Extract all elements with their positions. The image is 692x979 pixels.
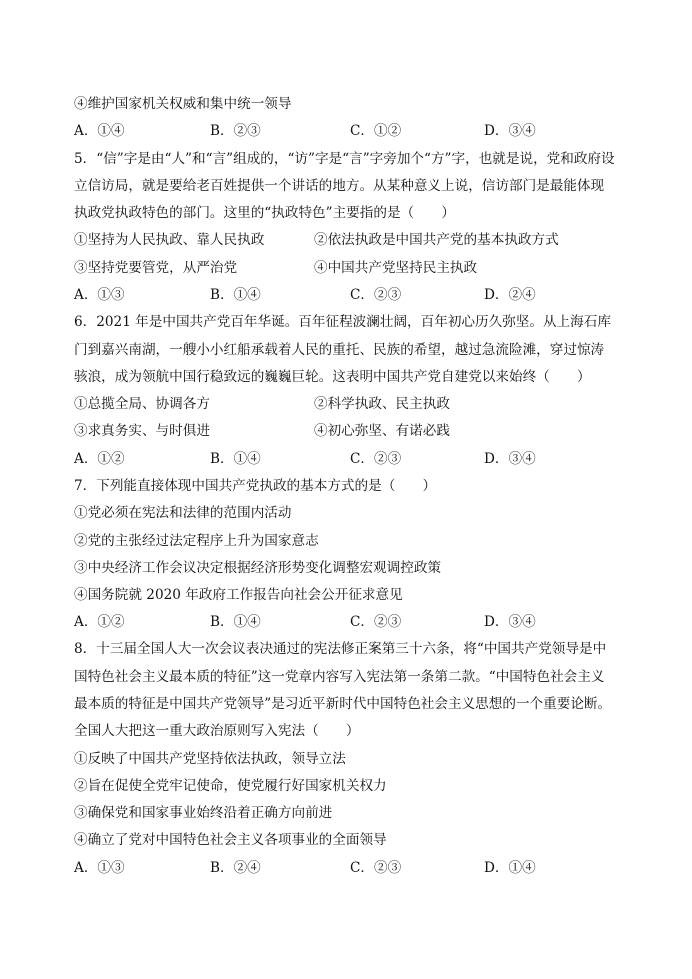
- q6-option-1: ①总揽全局、协调各方: [74, 396, 210, 412]
- answer-a: A．①③: [74, 860, 125, 876]
- answer-d: D．③④: [484, 614, 536, 630]
- answer-d: D．③④: [484, 451, 536, 467]
- answer-b: B．②③: [210, 123, 261, 139]
- q5-option-4: ④中国共产党坚持民主执政: [314, 260, 478, 276]
- q5-option-2: ②依法执政是中国共产党的基本执政方式: [314, 232, 559, 248]
- answer-a: A．①③: [74, 287, 125, 303]
- answer-b: B．①④: [210, 614, 261, 630]
- q8-stem-line-2: 国特色社会主义最本质的特征”这一党章内容写入宪法第一条第二款。“中国特色社会主义: [74, 669, 605, 685]
- answer-c: C．②③: [350, 287, 402, 303]
- answer-b: B．①④: [210, 287, 261, 303]
- q6-option-4: ④初心弥坚、有诺必践: [314, 423, 450, 439]
- q8-stem-line-4: 全国人大把这一重大政治原则写入宪法（ ）: [74, 723, 360, 739]
- q5-option-3: ③坚持党要管党，从严治党: [74, 260, 238, 276]
- answer-b: B．②④: [210, 860, 261, 876]
- q6-stem-line-3: 骇浪，成为领航中国行稳致远的巍巍巨轮。这表明中国共产党自建党以来始终（ ）: [74, 369, 591, 385]
- q7-option-3: ③中央经济工作会议决定根据经济形势变化调整宏观调控政策: [74, 560, 442, 576]
- q7-option-1: ①党必须在宪法和法律的范围内活动: [74, 505, 292, 521]
- q8-stem-line-1: 8．十三届全国人大一次会议表决通过的宪法修正案第三十六条，将“中国共产党领导是中: [74, 641, 607, 657]
- answer-c: C．②③: [350, 451, 402, 467]
- q6-option-3: ③求真务实、与时俱进: [74, 423, 210, 439]
- q8-option-3: ③确保党和国家事业始终沿着正确方向前进: [74, 805, 333, 821]
- q5-option-1: ①坚持为人民执政、靠人民执政: [74, 232, 265, 248]
- q7-option-2: ②党的主张经过法定程序上升为国家意志: [74, 533, 319, 549]
- q8-option-1: ①反映了中国共产党坚持依法执政，领导立法: [74, 751, 346, 767]
- answer-c: C．②③: [350, 860, 402, 876]
- answer-b: B．①④: [210, 451, 261, 467]
- q7-option-4: ④国务院就 2020 年政府工作报告向社会公开征求意见: [74, 587, 403, 603]
- prev-question-option-4: ④维护国家机关权威和集中统一领导: [74, 96, 292, 112]
- answer-c: C．②③: [350, 614, 402, 630]
- q7-stem-line-1: 7．下列能直接体现中国共产党执政的基本方式的是（ ）: [74, 478, 437, 494]
- q6-option-2: ②科学执政、民主执政: [314, 396, 450, 412]
- q8-stem-line-3: 最本质的特征是中国共产党领导”是习近平新时代中国特色社会主义思想的一个重要论断。: [74, 696, 612, 712]
- answer-d: D．②④: [484, 287, 536, 303]
- answer-d: D．③④: [484, 123, 536, 139]
- q6-stem-line-2: 门到嘉兴南湖，一艘小小红船承载着人民的重托、民族的希望，越过急流险滩，穿过惊涛: [74, 342, 605, 358]
- q5-stem-line-3: 执政党执政特色的部门。这里的“执政特色”主要指的是（ ）: [74, 205, 455, 221]
- q5-stem-line-1: 5．“信”字是由“人”和“言”组成的，“访”字是“言”字旁加个“方”字，也就是说，党和政府设: [74, 151, 615, 167]
- answer-c: C．①②: [350, 123, 402, 139]
- q5-stem-line-2: 立信访局，就是要给老百姓提供一个讲话的地方。从某种意义上说，信访部门是最能体现: [74, 178, 605, 194]
- answer-a: A．①②: [74, 451, 125, 467]
- q8-option-2: ②旨在促使全党牢记使命，使党履行好国家机关权力: [74, 778, 387, 794]
- answer-a: A．①②: [74, 614, 125, 630]
- q8-option-4: ④确立了党对中国特色社会主义各项事业的全面领导: [74, 832, 387, 848]
- answer-d: D．①④: [484, 860, 536, 876]
- q6-stem-line-1: 6．2021 年是中国共产党百年华诞。百年征程波澜壮阔，百年初心历久弥坚。从上海石库: [74, 314, 611, 330]
- answer-a: A．①④: [74, 123, 125, 139]
